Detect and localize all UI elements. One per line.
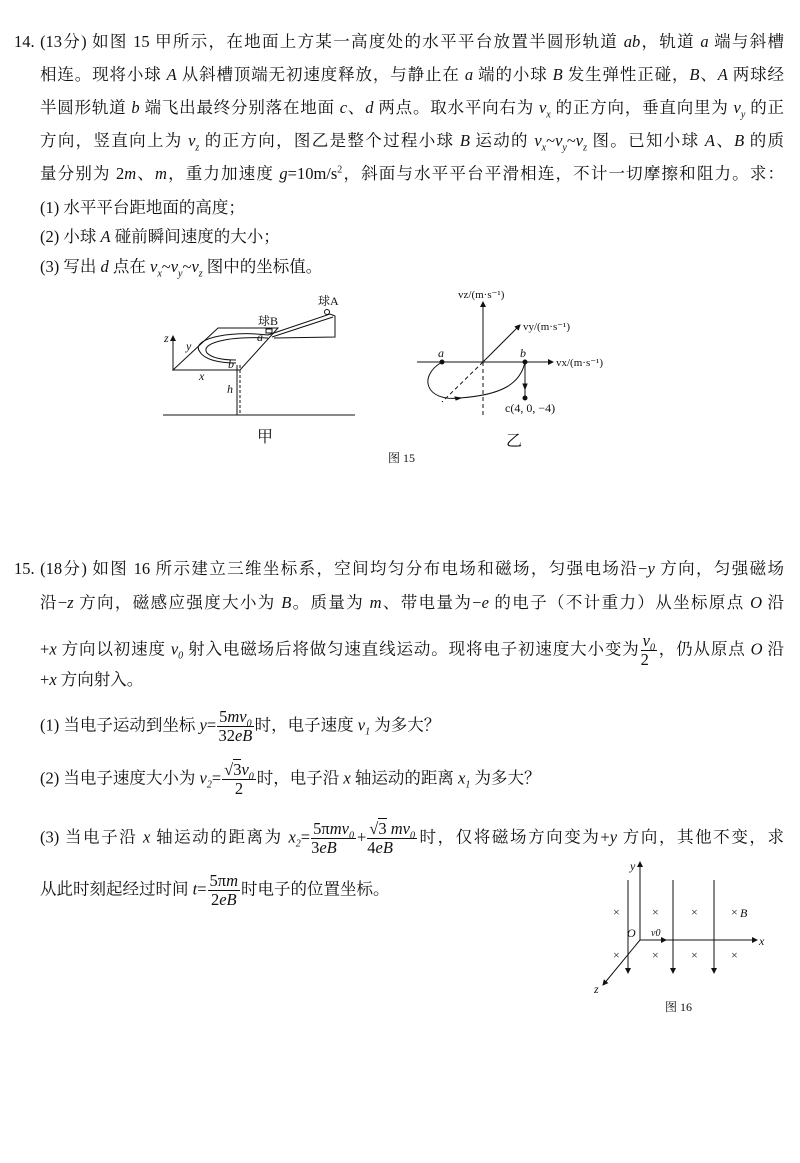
text: 方向，其他不变，求	[617, 827, 785, 847]
math-variable: mv	[390, 819, 410, 838]
text: 32	[218, 726, 235, 745]
text: ，轨道	[640, 32, 701, 51]
label-z: z	[164, 331, 169, 345]
label-x: x	[759, 934, 765, 948]
subscript: 2	[206, 779, 212, 791]
text: 方向，磁感应强度大小为	[73, 593, 282, 612]
subscript: y	[178, 268, 183, 280]
text: ，斜面与水平平台平滑相连，不计一切摩擦和阻力。求：	[342, 164, 785, 183]
text: (1) 当电子运动到坐标	[40, 715, 200, 735]
text: 5π	[209, 871, 227, 890]
subscript: z	[583, 142, 588, 154]
caption-yi: 乙	[506, 433, 523, 450]
math-variable: v	[170, 639, 179, 659]
text: 为多大？	[470, 768, 541, 788]
math-variable: v	[170, 257, 179, 276]
subscript: x	[546, 109, 551, 121]
math-variable: B	[689, 65, 700, 84]
subscript: 0	[649, 642, 655, 654]
math-variable: eB	[234, 726, 253, 745]
text: 的电子（不计重力）从坐标原点	[488, 593, 751, 612]
math-variable: z	[67, 593, 74, 612]
text: 从此时刻起经过时间	[40, 879, 193, 899]
text: 时电子的位置坐标。	[241, 879, 390, 899]
label-y: y	[186, 339, 192, 353]
text: 方向，竖直向上为	[40, 131, 189, 150]
label-a: a	[257, 330, 263, 344]
text: 时，电子沿	[256, 768, 344, 788]
text: 图。已知小球	[587, 131, 705, 150]
math-variable: x	[49, 670, 57, 689]
label-x: x	[199, 369, 205, 383]
text: +	[356, 827, 367, 847]
text: 的质	[744, 131, 785, 150]
text: 沿	[762, 639, 785, 659]
text: 相连。现将小球	[40, 65, 167, 84]
math-variable: x	[343, 768, 351, 788]
text: 量分别为 2	[40, 164, 125, 183]
text: 2	[210, 890, 220, 909]
label-h: h	[227, 382, 233, 396]
math-variable: A	[100, 227, 111, 246]
text: 4	[367, 838, 376, 857]
text: 、	[699, 65, 718, 84]
math-variable: x	[143, 827, 151, 847]
text: 的正	[745, 98, 785, 117]
math-variable: eB	[319, 838, 337, 857]
math-variable: A	[717, 65, 728, 84]
figure-16	[603, 862, 757, 985]
text: 的正方向，图乙是整个过程小球	[199, 131, 460, 150]
sqrt-radicand: 3	[378, 819, 387, 838]
cross: ×	[652, 905, 659, 919]
text: 轴运动的距离为	[150, 827, 289, 847]
math-variable: ab	[623, 32, 641, 51]
text: ~	[566, 131, 576, 150]
ball-a	[325, 310, 330, 315]
text: ~	[546, 131, 556, 150]
cross: ×	[613, 905, 620, 919]
math-variable: eB	[375, 838, 393, 857]
text: 轴运动的距离	[350, 768, 458, 788]
text: 14. (13分) 如图 15 甲所示，在地面上方某一高度处的水平平台放置半圆形轨道	[14, 32, 624, 51]
math-variable: x	[49, 639, 57, 659]
math-variable: y	[199, 715, 207, 735]
text: 方向以初速度	[56, 639, 171, 659]
caption-jia: 甲	[257, 429, 274, 446]
trajectory	[428, 362, 525, 398]
subscript: z	[195, 142, 200, 154]
label-o: O	[627, 926, 636, 940]
text: 5π	[313, 819, 330, 838]
text: =	[197, 879, 207, 899]
text: 发生弹性正碰，	[562, 65, 690, 84]
subscript: x	[541, 142, 547, 154]
sqrt-radicand: 3	[233, 760, 242, 779]
point-a	[440, 360, 444, 364]
text: =	[211, 768, 222, 788]
text: (3) 当电子沿	[40, 827, 144, 847]
cross: ×	[731, 905, 738, 919]
math-variable: m	[226, 871, 239, 890]
text: ~	[182, 257, 192, 276]
ramp	[268, 314, 335, 338]
text: (1) 水平平台距地面的高度；	[40, 198, 245, 217]
math-variable: B	[552, 65, 563, 84]
text: (2) 小球	[40, 227, 101, 246]
math-variable: B	[459, 131, 470, 150]
subscript: 0	[409, 830, 415, 842]
subscript: y	[740, 109, 746, 121]
caption-fig15: 图 15	[388, 451, 416, 465]
math-variable: y	[609, 827, 618, 847]
text: 15. (18分) 如图 16 所示建立三维坐标系，空间均匀分布电场和磁场，匀强电场沿−	[14, 559, 648, 578]
math-variable: B	[281, 593, 292, 612]
text: =	[206, 715, 217, 735]
subscript: 0	[246, 718, 252, 730]
text: 方向射入。	[56, 670, 144, 689]
subscript: 1	[465, 779, 471, 791]
math-variable: c	[339, 98, 348, 117]
text: =10m/s	[287, 164, 338, 183]
math-variable: mv	[227, 707, 247, 726]
text: 点在	[108, 257, 150, 276]
math-variable: m	[124, 164, 137, 183]
text: 射入电磁场后将做匀速直线运动。现将电子初速度大小变为	[183, 639, 640, 659]
text: ~	[161, 257, 171, 276]
math-variable: v	[150, 257, 158, 276]
math-variable: v	[733, 98, 741, 117]
math-variable: b	[131, 98, 140, 117]
math-variable: v	[241, 760, 249, 779]
vz-label: vz/(m·s⁻¹)	[458, 289, 505, 301]
subscript: 0	[248, 771, 254, 783]
text: 端飞出最终分别落在地面	[139, 98, 340, 117]
label-b: b	[520, 346, 526, 360]
math-variable: v	[188, 131, 196, 150]
math-variable: O	[750, 639, 763, 659]
subscript: 0	[348, 830, 354, 842]
text: 从斜槽顶端无初速度释放，与静止在	[176, 65, 465, 84]
label-b: B	[740, 906, 748, 920]
label-z: z	[594, 982, 599, 996]
math-variable: A	[704, 131, 715, 150]
subscript: 0	[178, 650, 184, 662]
ball-b	[266, 329, 272, 333]
label-a: a	[438, 346, 444, 360]
text: 。质量为	[291, 593, 370, 612]
math-variable: eB	[219, 890, 237, 909]
vy-label: vy/(m·s⁻¹)	[523, 321, 570, 333]
cross: ×	[731, 948, 738, 962]
text: 端与斜槽	[708, 32, 784, 51]
label-b: b	[228, 357, 234, 371]
math-variable: B	[734, 131, 745, 150]
superscript: 2	[337, 164, 343, 176]
math-variable: a	[464, 65, 474, 84]
caption-fig16: 图 16	[665, 1000, 693, 1014]
text: ，重力加速度	[166, 164, 280, 183]
text: 2	[234, 779, 244, 798]
text: √	[224, 760, 234, 779]
math-variable: e	[481, 593, 489, 612]
math-variable: A	[166, 65, 177, 84]
text: (3) 写出	[40, 257, 101, 276]
math-variable: v	[555, 131, 563, 150]
math-variable: O	[750, 593, 763, 612]
text: 时，电子速度	[254, 715, 358, 735]
math-variable: v	[534, 131, 542, 150]
math-variable: g	[279, 164, 288, 183]
math-variable: v	[199, 768, 207, 788]
point-b	[523, 360, 527, 364]
math-variable: v	[538, 98, 547, 117]
text: 图中的坐标值。	[202, 257, 323, 276]
text: +	[40, 639, 50, 659]
text: 两球经	[727, 65, 785, 84]
label-c: c(4, 0, −4)	[505, 401, 556, 415]
text: 的正方向，垂直向里为	[550, 98, 734, 117]
label-y: y	[630, 859, 636, 873]
text: 2	[640, 650, 649, 669]
subscript: x	[157, 268, 162, 280]
text: 方向，匀强磁场	[654, 559, 785, 578]
math-variable: v	[575, 131, 584, 150]
text: 、	[715, 131, 735, 150]
subscript: 2	[295, 838, 301, 850]
math-variable: y	[647, 559, 655, 578]
label-ball-b: 球B	[258, 314, 279, 328]
cross: ×	[652, 948, 659, 962]
math-variable: d	[365, 98, 374, 117]
cross: ×	[691, 948, 698, 962]
math-variable: a	[700, 32, 709, 51]
text: 、	[347, 98, 366, 117]
math-variable: mv	[329, 819, 349, 838]
text: 运动的	[469, 131, 535, 150]
math-variable: v	[642, 631, 650, 650]
math-variable: m	[154, 164, 167, 183]
point-c	[523, 396, 527, 400]
text: 5	[219, 707, 228, 726]
vx-label: vx/(m·s⁻¹)	[556, 357, 603, 369]
math-variable: d	[100, 257, 109, 276]
text: 半圆形轨道	[40, 98, 132, 117]
text: 、	[136, 164, 155, 183]
subscript: y	[562, 142, 567, 154]
math-variable: v	[357, 715, 366, 735]
text: 碰前瞬间速度的大小；	[110, 227, 280, 246]
text: √	[369, 819, 379, 838]
subscript: 1	[365, 726, 371, 738]
text: 、带电量为−	[381, 593, 482, 612]
text: (2) 当电子速度大小为	[40, 768, 200, 788]
text: 端的小球	[473, 65, 553, 84]
math-variable: x	[457, 768, 466, 788]
z-axis	[603, 940, 640, 985]
vy-axis	[483, 325, 520, 362]
text: 两点。取水平向右为	[373, 98, 539, 117]
cross: ×	[691, 905, 698, 919]
math-variable: x	[288, 827, 296, 847]
text: 时，仅将磁场方向变为+	[417, 827, 610, 847]
math-variable: v	[191, 257, 199, 276]
text: 沿	[762, 593, 785, 612]
math-variable: t	[192, 879, 198, 899]
text: =	[300, 827, 311, 847]
label-v0: v0	[651, 928, 661, 939]
label-ball-a: 球A	[318, 294, 339, 308]
text: +	[40, 670, 50, 689]
text: 为多大？	[370, 715, 441, 735]
text: 沿−	[40, 593, 68, 612]
subscript: z	[198, 268, 203, 280]
cross: ×	[613, 948, 620, 962]
text: ，仍从原点	[657, 639, 751, 659]
math-variable: m	[369, 593, 382, 612]
text: 3	[311, 838, 320, 857]
